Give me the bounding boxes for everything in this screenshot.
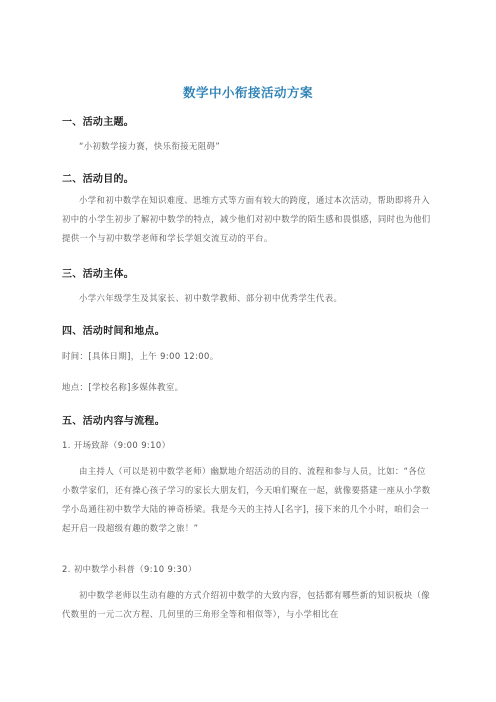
- paragraph-step-1-detail: 由主持人（可以是初中数学老师）幽默地介绍活动的目的、流程和参与人员，比如：“各位小数学家们，还有操心孩子学习的家长大朋友们，今天咱们聚在一起，就像要搭建一座从小学数学小岛通往初中数学大陆的神奇桥梁。我是今天的主持人[名字]，接下来的几个小时，咱们会一起开启一段超级有趣的数学之旅！”: [62, 466, 431, 533]
- paragraph-step-1: 1. 开场致辞（9:00 9:10）: [62, 440, 171, 450]
- paragraph-step-2: 2. 初中数学小科普（9:10 9:30）: [62, 564, 197, 574]
- paragraph-place: 地点：[学校名称]多媒体教室。: [62, 382, 184, 392]
- paragraph-step-2-detail: 初中数学老师以生动有趣的方式介绍初中数学的大致内容，包括都有哪些新的知识板块（像代数里的一元二次方程、几何里的三角形全等和相似等），与小学相比在: [62, 590, 430, 619]
- section-heading-content-flow: 五、活动内容与流程。: [62, 416, 165, 427]
- section-heading-participants: 三、活动主体。: [62, 269, 135, 280]
- document-title: 数学中小衔接活动方案: [182, 85, 313, 100]
- section-heading-theme: 一、活动主题。: [62, 117, 135, 128]
- section-heading-time-place: 四、活动时间和地点。: [62, 326, 165, 337]
- paragraph-theme: “小初数学接力赛，快乐衔接无阻碍”: [79, 141, 221, 151]
- paragraph-time: 时间：[具体日期]，上午 9:00 12:00。: [62, 351, 219, 361]
- paragraph-purpose: 小学和初中数学在知识难度、思维方式等方面有较大的跨度，通过本次活动，帮助即将升入初中的小学生初步了解初中数学的特点，减少他们对初中数学的陌生感和畏惧感，同时也为他们提供一个与初中数学老师和学长学姐交流互动的平台。: [62, 195, 431, 243]
- paragraph-participants: 小学六年级学生及其家长、初中数学教师、部分初中优秀学生代表。: [79, 293, 343, 303]
- section-heading-purpose: 二、活动目的。: [62, 174, 135, 185]
